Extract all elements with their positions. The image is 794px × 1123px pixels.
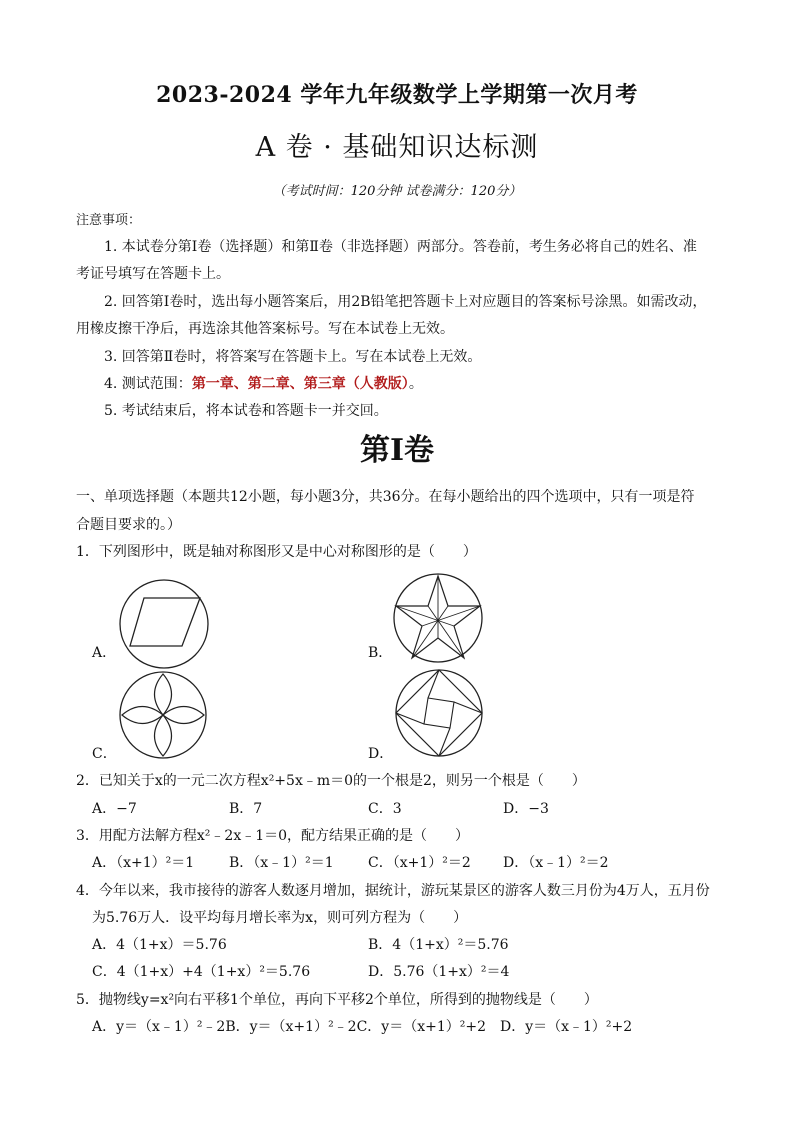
note-4-prefix: 4. 测试范围： — [104, 376, 192, 392]
section-instructions-2: 合题目要求的。） — [76, 517, 181, 533]
q3-option-c: C．（x+1）²＝2 — [368, 855, 471, 871]
circle-parallelogram-figure — [118, 578, 210, 670]
circle-square-pinwheel-figure — [394, 668, 484, 758]
question-3: 3．用配方法解方程x²﹣2x﹣1＝0，配方结果正确的是（ ） — [76, 828, 470, 844]
note-3: 3. 回答第Ⅱ卷时，将答案写在答题卡上。写在本试卷上无效。 — [104, 349, 482, 365]
note-1-line-1: 1. 本试卷分第Ⅰ卷（选择题）和第Ⅱ卷（非选择题）两部分。答卷前，考生务必将自己的姓名、准 — [104, 239, 697, 255]
circle-petals-figure — [118, 670, 208, 760]
q2-option-d: D．−3 — [503, 801, 549, 817]
q2-option-a: A．−7 — [92, 801, 137, 817]
note-2-line-2: 用橡皮擦干净后，再选涂其他答案标号。写在本试卷上无效。 — [76, 321, 454, 337]
q3-option-b: B．（x﹣1）²＝1 — [229, 855, 334, 871]
note-4 — [104, 373, 423, 393]
q3-option-d: D．（x﹣1）²＝2 — [503, 855, 609, 871]
q2-option-c: C．3 — [368, 801, 402, 817]
exam-meta: （考试时间：120分钟 试卷满分：120分） — [272, 184, 522, 199]
question-2: 2．已知关于x的一元二次方程x²+5x﹣m＝0的一个根是2，则另一个根是（ ） — [76, 773, 586, 789]
q4-option-d: D．5.76（1+x）²＝4 — [368, 964, 510, 980]
q5-option-d: D．y＝（x﹣1）²+2 — [500, 1019, 633, 1035]
question-5: 5．抛物线y=x²向右平移1个单位，再向下平移2个单位，所得到的抛物线是（ ） — [76, 992, 598, 1008]
q1-option-a-label: A． — [92, 645, 117, 661]
section-title: 第Ⅰ卷 — [359, 433, 435, 468]
q4-option-c: C．4（1+x）+4（1+x）²＝5.76 — [92, 964, 311, 980]
q4-option-b: B．4（1+x）²＝5.76 — [368, 937, 509, 953]
note-2-line-1: 2. 回答第Ⅰ卷时，选出每小题答案后，用2B铅笔把答题卡上对应题目的答案标号涂黑。如需改动， — [104, 294, 707, 310]
q1-option-c-label: C． — [92, 746, 117, 762]
note-1-line-2: 考证号填写在答题卡上。 — [76, 266, 230, 282]
q2-option-b: B．7 — [229, 801, 263, 817]
exam-subtitle: A 卷 · 基础知识达标测 — [255, 132, 539, 163]
test-range: 第一章、第二章、第三章（人教版） — [191, 376, 409, 392]
q5-options-abc: A．y＝（x﹣1）²﹣2B．y＝（x+1）²﹣2C．y＝（x+1）²+2 — [92, 1019, 486, 1035]
q1-option-d-label: D． — [368, 746, 394, 762]
circle-star-figure — [392, 572, 484, 664]
q3-option-a: A．（x+1）²＝1 — [92, 855, 195, 871]
section-instructions-1: 一、单项选择题（本题共12小题，每小题3分，共36分。在每小题给出的四个选项中，只有一项是符 — [76, 489, 695, 505]
notes-heading: 注意事项： — [76, 213, 142, 228]
note-5: 5. 考试结束后，将本试卷和答题卡一并交回。 — [104, 403, 388, 419]
exam-title: 2023-2024 学年九年级数学上学期第一次月考 — [156, 82, 638, 108]
question-1: 1．下列图形中，既是轴对称图形又是中心对称图形的是（ ） — [76, 544, 477, 560]
q4-option-a: A．4（1+x）＝5.76 — [92, 937, 227, 953]
question-4-line-1: 4．今年以来，我市接待的游客人数逐月增加，据统计，游玩某景区的游客人数三月份为4万人，五月份 — [76, 883, 710, 899]
question-4-line-2: 为5.76万人．设平均每月增长率为x，则可列方程为（ ） — [92, 910, 468, 926]
note-4-suffix: 。 — [408, 376, 423, 392]
q1-option-b-label: B． — [368, 645, 393, 661]
